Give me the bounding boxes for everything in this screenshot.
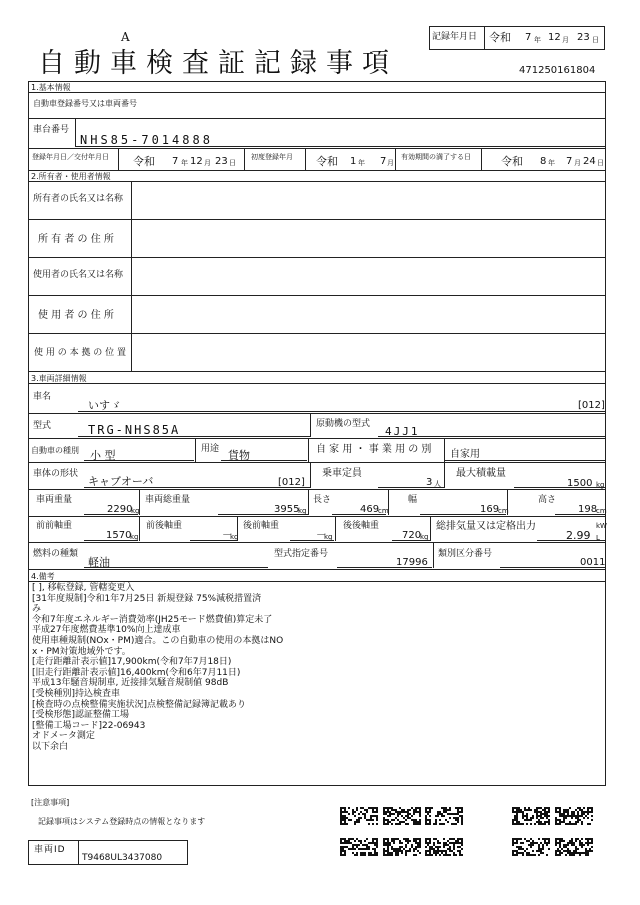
series-mark: A [121, 30, 130, 44]
remark-line: [受検形態]認証整備工場 [32, 710, 130, 721]
user-address-label: 使 用 者 の 住 所 [38, 310, 114, 321]
remark-line: [整備工場コード]22-06943 [32, 720, 146, 731]
first-reg-year: 1 [350, 156, 357, 167]
kind-value: 小 型 [90, 449, 116, 462]
section3-label: 3.車両詳細情報 [31, 374, 87, 383]
maker-code: [012] [578, 400, 605, 411]
section1-label: 1.基本情報 [31, 83, 71, 92]
chassis-label: 車台番号 [33, 125, 70, 135]
user-name-label: 使用者の氏名又は名称 [33, 270, 124, 280]
type-designation-value: 17996 [396, 557, 428, 568]
record-date-month: 12 [548, 32, 561, 43]
expiry-day: 24 [583, 156, 596, 167]
qr-code-icon [512, 807, 550, 825]
gross-value: 3955 [274, 504, 300, 515]
vehicle-id-label: 車両ID [34, 845, 66, 855]
length-value: 469 [360, 504, 380, 515]
record-date-day: 23 [577, 32, 590, 43]
height-value: 198 [578, 504, 598, 515]
expiry-month: 7 [566, 156, 573, 167]
class-number-value: 0011 [580, 557, 606, 568]
remark-line: 令和7年度エネルギー消費効率(JH25モード燃費値)算定未了 [32, 614, 273, 625]
owner-name-label: 所有者の氏名又は名称 [33, 194, 124, 204]
remark-line: 平成13年騒音規制車, 近接排気騒音規制値 98dB [32, 678, 229, 689]
length-label: 長さ [313, 495, 332, 505]
record-date-year: 7 [525, 32, 532, 43]
vehicle-id-value: T9468UL3437080 [82, 853, 163, 863]
ff-axle-label: 前前軸重 [36, 521, 73, 531]
qr-code-icon [340, 838, 378, 856]
business-value: 自家用 [450, 449, 480, 460]
remark-line: み [32, 604, 42, 615]
width-value: 169 [480, 504, 500, 515]
first-reg-era: 令和 [316, 155, 338, 168]
remark-line: x・PM対策地域外です。 [32, 646, 131, 657]
height-label: 高さ [538, 495, 557, 505]
maker-value: いすゞ [88, 399, 121, 412]
section2-label: 2.所有者・使用者情報 [31, 172, 111, 181]
qr-code-icon [340, 807, 378, 825]
engine-value: 4JJ1 [385, 425, 420, 438]
fuel-label: 燃料の種類 [33, 549, 79, 559]
remark-line: [旧走行距離計表示値]16,400km(令和6年7月11日) [32, 667, 241, 678]
notes-text: 記録事項はシステム登録時点の情報となります [38, 817, 206, 826]
qr-code-icon [383, 807, 421, 825]
qr-code-icon [425, 807, 463, 825]
model-label: 型式 [33, 421, 52, 431]
remark-line: [検査時の点検整備実施状況]点検整備記録簿記載あり [32, 699, 247, 710]
section4-label: 4.備考 [31, 572, 55, 581]
reg-date-label: 登録年月日／交付年月日 [32, 153, 109, 161]
notes-label: [注意事項] [31, 798, 70, 807]
remark-line: [走行距離計表示値]17,900km(令和7年7月18日) [32, 657, 232, 668]
business-label: 自 家 用 ・ 事 業 用 の 別 [316, 444, 432, 455]
remark-line: [ ], 移転登録, 管轄変更入 [32, 583, 135, 593]
shape-label: 車体の形状 [33, 469, 79, 479]
maker-label: 車名 [33, 392, 52, 402]
reg-date-month: 12 [190, 156, 203, 167]
rf-axle-label: 後前軸重 [243, 521, 280, 531]
shape-code: [012] [278, 477, 305, 488]
record-date-label: 記録年月日 [432, 32, 478, 42]
kind-label: 自動車の種別 [31, 446, 79, 455]
qr-code-icon [555, 838, 593, 856]
remark-line: 使用車種規制(NOx・PM)適合。この自動車の使用の本拠はNO [32, 636, 284, 646]
fr-axle-value: － [222, 530, 232, 541]
remark-line: [31年度規制]令和1年7月25日 新規登録 75%減税措置済 [32, 593, 262, 604]
fr-axle-label: 前後軸重 [146, 521, 183, 531]
use-value: 貨物 [228, 449, 250, 462]
first-reg-month: 7 [380, 156, 387, 167]
width-label: 幅 [408, 495, 418, 505]
remark-line: 以下余白 [32, 742, 69, 752]
base-location-label: 使 用 の 本 拠 の 位 置 [34, 348, 127, 358]
reg-no-label: 自動車登録番号又は車両番号 [33, 99, 137, 108]
page-title: 自動車検査証記録事項 [38, 48, 398, 79]
qr-code-icon [425, 838, 463, 856]
reg-date-era: 令和 [133, 155, 155, 168]
reg-date-day: 23 [215, 156, 228, 167]
expiry-era: 令和 [501, 155, 523, 168]
displacement-value: 2.99 [566, 529, 591, 542]
weight-value: 2290 [107, 504, 133, 515]
rf-axle-value: － [316, 530, 326, 541]
capacity-value: 3 [426, 477, 433, 488]
weight-label: 車両重量 [36, 495, 73, 505]
qr-code-icon [512, 838, 550, 856]
first-reg-label: 初度登録年月 [251, 153, 293, 161]
max-load-label: 最大積載量 [456, 468, 506, 479]
class-number-label: 類別区分番号 [438, 549, 493, 559]
remark-line: 平成27年度燃費基準10%向上達成車 [32, 625, 181, 636]
capacity-label: 乗車定員 [322, 468, 362, 479]
gross-label: 車両総重量 [145, 495, 191, 505]
rr-axle-value: 720 [402, 530, 422, 541]
record-date-era: 令和 [489, 31, 511, 44]
owner-address-label: 所 有 者 の 住 所 [38, 234, 114, 245]
remark-line: オドメータ測定 [32, 731, 95, 742]
fuel-value: 軽油 [88, 556, 110, 569]
max-load-value: 1500 [567, 478, 593, 489]
document-number: 471250161804 [519, 65, 596, 76]
expiry-label: 有効期間の満了する日 [401, 153, 471, 161]
shape-value: キャブオーバ [88, 475, 154, 488]
reg-date-year: 7 [172, 156, 179, 167]
model-value: TRG-NHS85A [88, 423, 181, 437]
rr-axle-label: 後後軸重 [343, 521, 380, 531]
ff-axle-value: 1570 [106, 530, 132, 541]
qr-code-icon [383, 838, 421, 856]
remark-line: [受検種別]持込検査車 [32, 689, 121, 699]
expiry-year: 8 [540, 156, 547, 167]
qr-code-icon [555, 807, 593, 825]
engine-label: 原動機の型式 [316, 419, 371, 429]
chassis-number: NHS85-7014888 [80, 133, 213, 147]
type-designation-label: 型式指定番号 [274, 549, 329, 559]
use-label: 用途 [201, 444, 220, 454]
displacement-label: 総排気量又は定格出力 [436, 521, 536, 532]
